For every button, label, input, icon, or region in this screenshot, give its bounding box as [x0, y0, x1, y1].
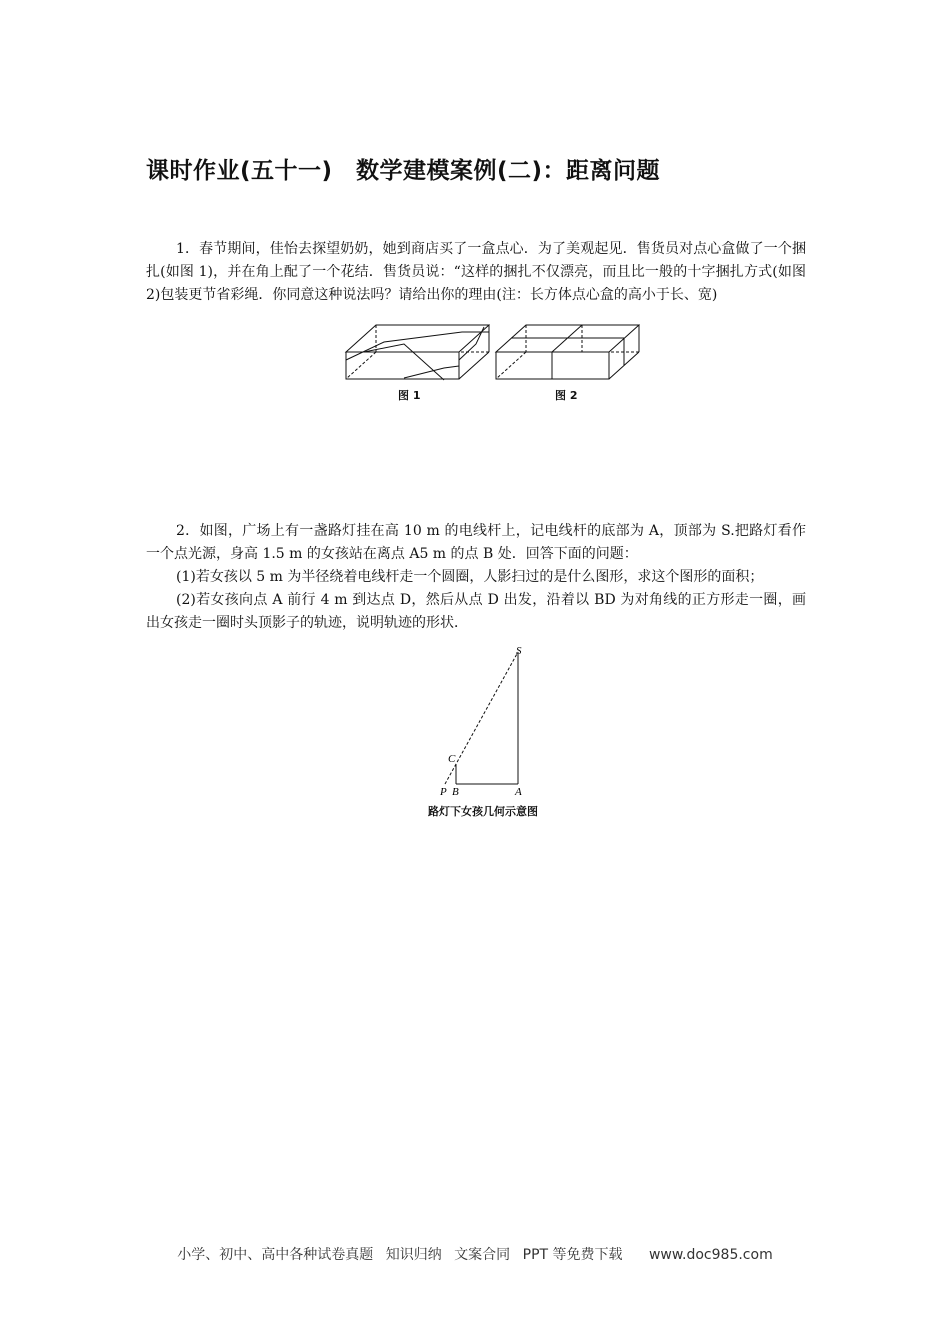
figure-1-caption: 图 1	[398, 389, 421, 402]
footer-item: PPT 等免费下载	[522, 1247, 623, 1263]
light-ray	[445, 652, 518, 784]
footer-item: 小学、初中、高中各种试卷真题	[177, 1247, 374, 1263]
label-b: B	[452, 786, 459, 798]
question-2-part-2: (2)若女孩向点 A 前行 4 m 到达点 D，然后从点 D 出发，沿着以 BD 为对角线的正方形走一圈，画出女孩走一圈时头顶影子的轨迹，说明轨迹的形状．	[146, 592, 806, 631]
footer	[0, 1244, 950, 1264]
question-2-intro: 2．如图，广场上有一盏路灯挂在高 10 m 的电线杆上，记电线杆的底部为 A，顶部为 S.把路灯看作一个点光源，身高 1.5 m 的女孩站在离点 A5 m 的点 B 处．回答下面的问题：	[146, 523, 806, 562]
lamp-geometry-figure	[430, 640, 540, 800]
question-2	[146, 520, 806, 635]
figure-2-box-cross-tie	[494, 322, 640, 382]
figure-1-box-diagonal-tie	[344, 322, 490, 382]
page-title: 课时作业(五十一) 数学建模案例(二)：距离问题	[146, 158, 661, 184]
footer-site-link[interactable]: www.doc985.com	[648, 1247, 773, 1263]
question-1	[146, 238, 806, 307]
lamp-figure-caption: 路灯下女孩几何示意图	[428, 805, 538, 818]
footer-item: 文案合同	[454, 1247, 511, 1263]
footer-item: 知识归纳	[385, 1247, 442, 1263]
figure-2-caption: 图 2	[555, 389, 578, 402]
label-p: P	[440, 786, 447, 798]
question-2-part-1: (1)若女孩以 5 m 为半径绕着电线杆走一个圆圈，人影扫过的是什么图形，求这个图形的面积；	[176, 569, 764, 585]
label-c: C	[448, 753, 456, 765]
label-a: A	[515, 786, 522, 798]
question-1-text: 1．春节期间，佳怡去探望奶奶，她到商店买了一盒点心．为了美观起见．售货员对点心盒做了一个捆扎(如图 1)，并在角上配了一个花结．售货员说：“这样的捆扎不仅漂亮，而且比一般的十字捆扎方式(如图 2)包装更节省彩绳．你同意这种说法吗？请给出你的理由(注：长方体点心盒的高小于长、宽)	[146, 241, 806, 303]
label-s: S	[516, 645, 522, 657]
